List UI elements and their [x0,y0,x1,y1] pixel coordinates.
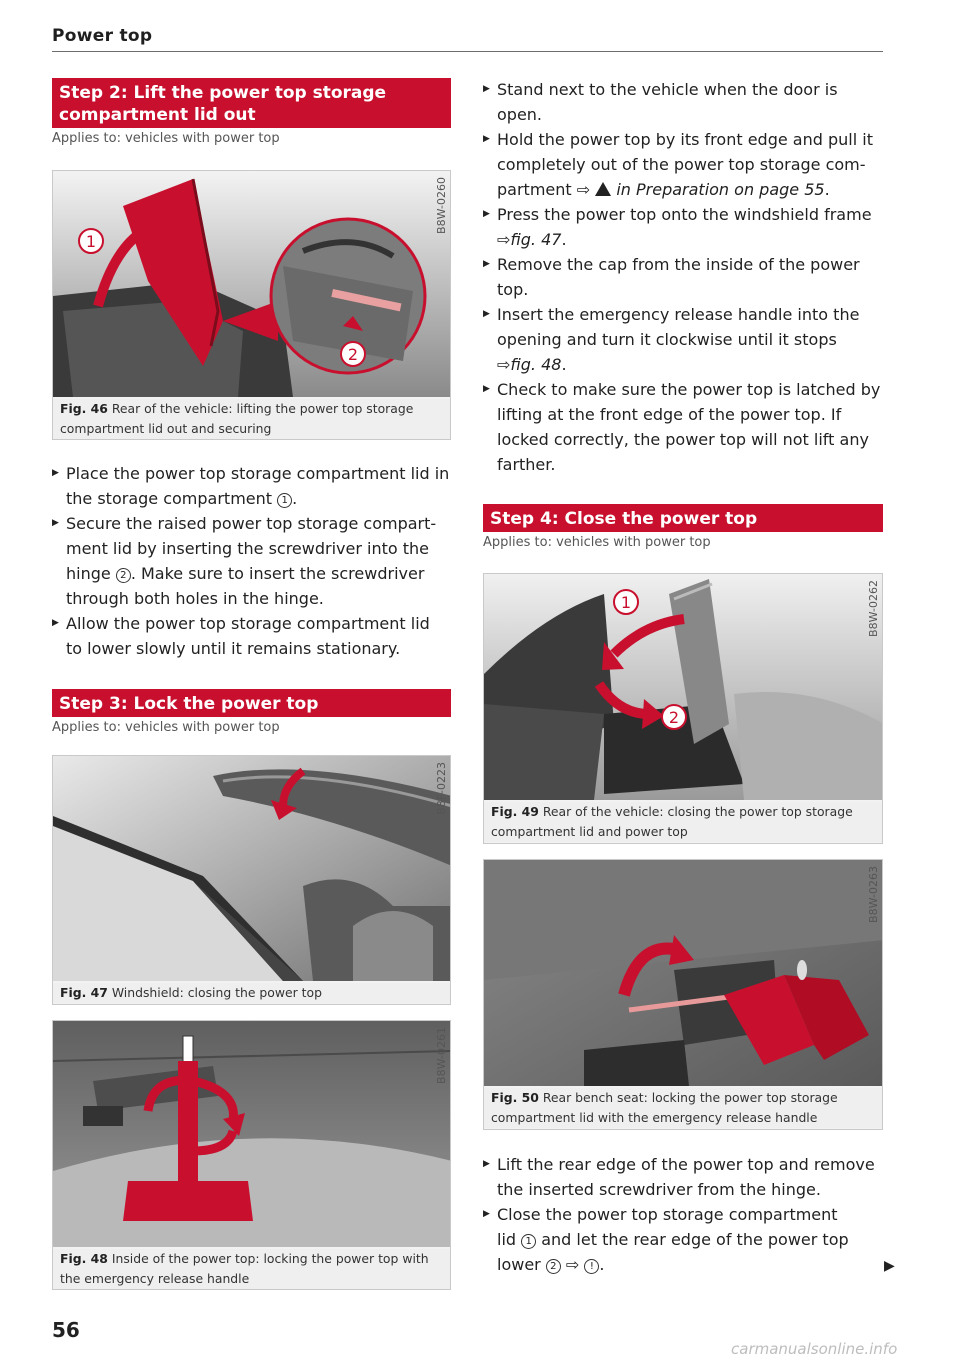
list-item [52,461,451,511]
list-item [52,511,451,611]
list-item [483,77,883,127]
fig49-caption-line2: compartment lid and power top [491,824,688,839]
fig49-image [484,574,882,800]
text-line: ⇨fig. 48. [497,355,567,374]
text-line: locked correctly, the power top will not lift any [497,430,869,449]
fig50-caption [484,1088,882,1128]
step2-heading-line2: compartment lid out [59,105,256,125]
fig47-link[interactable]: fig. 47 [510,230,562,249]
watermark: carmanualsonline.info [731,1340,898,1358]
text-line: opening and turn it clockwise until it stops [497,330,837,349]
text-line: ▶ Lift the rear edge of the power top and remove [497,1155,875,1174]
step2-instructions [52,461,451,661]
page-number: 56 [52,1318,80,1342]
fig49-code: B8W-0262 [867,580,880,637]
list-item [483,252,883,302]
next-page-arrow-icon[interactable]: ▶ [884,1258,895,1274]
fig46-code: B8W-0260 [435,177,448,234]
text-line: ment lid by inserting the screwdriver into the [66,539,429,558]
fig49-caption-line1: Rear of the vehicle: closing the power top storage [542,804,853,819]
fig48-caption [53,1249,450,1289]
list-item [483,127,883,202]
reference-arrow-icon: ⇨ [576,180,591,199]
fig50-image [484,860,882,1086]
fig46-image [53,171,450,397]
fig46-caption-line1: Rear of the vehicle: lifting the power top storage [111,401,414,416]
text-line: ▶ Close the power top storage compartment [497,1205,838,1224]
text-line: lower 2 ⇨ ! . [497,1255,605,1274]
step3-applies: Applies to: vehicles with power top [52,720,280,735]
fig47-caption [53,983,450,1003]
marker-1: 1 [521,1234,536,1249]
fig47-number: Fig. 47 [60,985,108,1000]
step4-instructions [483,1152,883,1277]
fig47-caption-text: Windshield: closing the power top [111,985,322,1000]
text-line: open. [497,105,543,124]
step2-heading [52,78,451,128]
fig46-marker2: 2 [347,345,359,364]
text-line: top. [497,280,529,299]
text-line: ▶ Stand next to the vehicle when the door is [497,80,838,99]
text-line: ▶ Check to make sure the power top is latched by [497,380,881,399]
text-line: ▶ Remove the cap from the inside of the power [497,255,860,274]
fig48-caption-line2: the emergency release handle [60,1271,250,1286]
fig46-marker1: 1 [85,232,97,251]
fig49 [483,573,883,844]
note-icon[interactable]: ! [584,1259,599,1274]
step3-heading: Step 3: Lock the power top [52,689,451,717]
cross-reference-link[interactable]: in Preparation on page 55 [611,180,825,199]
text-line: ▶ Hold the power top by its front edge and pull it [497,130,873,149]
text-line: partment ⇨ in Preparation on page 55. [497,180,830,199]
text-line: ▶ Press the power top onto the windshield frame [497,205,872,224]
text-line: completely out of the power top storage com- [497,155,866,174]
reference-arrow-icon: ⇨ [497,230,511,249]
marker-2: 2 [546,1259,561,1274]
step4-heading: Step 4: Close the power top [483,504,883,532]
reference-arrow-icon: ⇨ [497,355,511,374]
list-item [483,1152,883,1202]
fig48 [52,1020,451,1290]
step4-applies: Applies to: vehicles with power top [483,535,711,550]
text-line: lifting at the front edge of the power top. If [497,405,842,424]
fig49-caption [484,802,882,842]
fig48-link[interactable]: fig. 48 [510,355,562,374]
fig47-image [53,756,450,981]
step2-applies: Applies to: vehicles with power top [52,131,280,146]
fig50-code: B8W-0263 [867,866,880,923]
list-item [483,1202,883,1277]
fig48-caption-line1: Inside of the power top: locking the power top with [111,1251,429,1266]
fig50-number: Fig. 50 [491,1090,539,1105]
fig46-caption [53,399,450,439]
list-item [483,377,883,477]
fig46-number: Fig. 46 [60,401,108,416]
fig49-marker1: 1 [620,593,632,612]
fig48-image [53,1021,450,1247]
step2-heading-line1: Step 2: Lift the power top storage [59,83,387,103]
page-header-title: Power top [52,26,153,46]
fig50-caption-line2: compartment lid with the emergency release handle [491,1110,818,1125]
text-line: hinge 2 . Make sure to insert the screwdriver [66,564,425,583]
marker-2: 2 [116,568,131,583]
fig49-marker2: 2 [668,708,680,727]
list-item [483,202,883,252]
step3-instructions [483,77,883,477]
fig48-code: B8W-0261 [435,1027,448,1084]
fig47 [52,755,451,1005]
text-line: to lower slowly until it remains stationary. [66,639,401,658]
text-line: ▶ Secure the raised power top storage compart- [66,514,437,533]
text-line: ▶ Insert the emergency release handle into the [497,305,860,324]
warning-icon [595,182,611,196]
fig50-caption-line1: Rear bench seat: locking the power top storage [542,1090,838,1105]
fig46 [52,170,451,440]
header-divider [52,51,883,52]
text-line: ▶ Place the power top storage compartment lid in [66,464,450,483]
text-line: farther. [497,455,556,474]
reference-arrow-icon: ⇨ [560,1255,585,1274]
fig49-number: Fig. 49 [491,804,539,819]
text-line: the inserted screwdriver from the hinge. [497,1180,821,1199]
text-line: through both holes in the hinge. [66,589,324,608]
fig50 [483,859,883,1130]
text-line: ⇨fig. 47. [497,230,567,249]
text-line: the storage compartment 1 . [66,489,298,508]
list-item [483,302,883,377]
fig47-code: B8F-0223 [435,762,448,815]
fig46-caption-line2: compartment lid out and securing [60,421,272,436]
marker-1: 1 [277,493,292,508]
text-line: ▶ Allow the power top storage compartment lid [66,614,430,633]
text-line: lid 1 and let the rear edge of the power top [497,1230,849,1249]
fig48-number: Fig. 48 [60,1251,108,1266]
list-item [52,611,451,661]
